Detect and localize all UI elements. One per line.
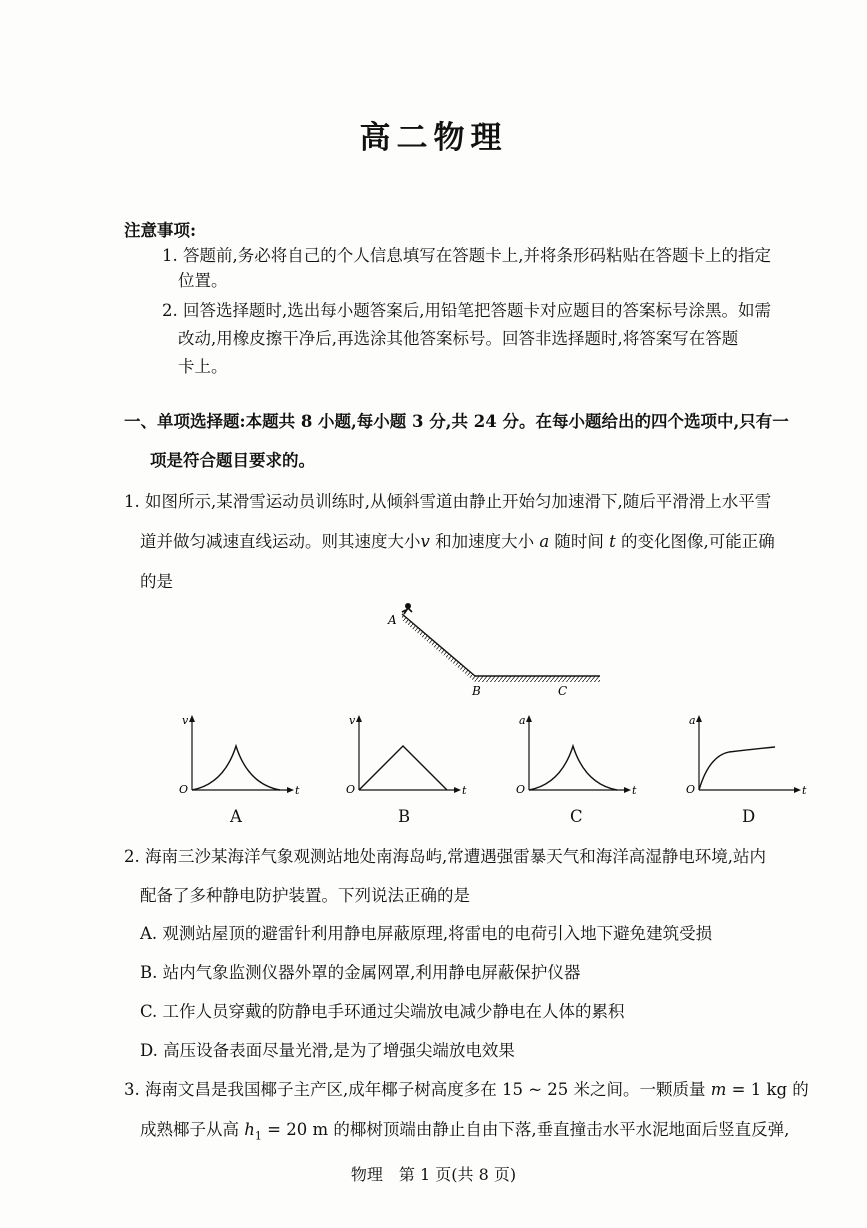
graph-d-curve xyxy=(699,747,775,790)
graph-b xyxy=(345,712,470,797)
graph-d-y-label: a xyxy=(689,714,696,727)
graph-b-x-label: t xyxy=(462,784,467,797)
question-1-line-3: 的是 xyxy=(140,572,173,591)
section-1-heading-line-2: 项是符合题目要求的。 xyxy=(150,451,315,470)
question-3-line-2: 成熟椰子从高 $h_1 = 20$ m 的椰树顶端由静止自由下落,垂直撞击水平水泥地面后竖直反弹, xyxy=(140,1120,790,1143)
graph-a-label: A xyxy=(230,807,242,826)
page-title: 高二物理 xyxy=(359,120,508,156)
notice-item-2-line-2: 改动,用橡皮擦干净后,再选涂其他答案标号。回答非选择题时,将答案写在答题 xyxy=(178,329,739,348)
notice-item-1-line-1: 1. 答题前,务必将自己的个人信息填写在答题卡上,并将条形码粘贴在答题卡上的指定 xyxy=(162,246,771,265)
graph-a-origin: O xyxy=(179,783,189,796)
graph-c-y-label: a xyxy=(519,714,526,727)
point-a-label: A xyxy=(388,613,397,627)
graph-c-curve xyxy=(529,746,617,790)
graph-d-origin: O xyxy=(686,783,696,796)
graph-c xyxy=(515,712,640,797)
question-1-line-2: 道并做匀减速直线运动。则其速度大小v 和加速度大小 a 随时间 t 的变化图像,可能正确 xyxy=(140,532,775,551)
graph-b-y-label: v xyxy=(349,714,356,727)
ground-hatching xyxy=(475,676,600,682)
graph-b-curve xyxy=(359,746,447,790)
graph-b-origin: O xyxy=(346,783,356,796)
ski-slope-diagram xyxy=(380,600,620,700)
slope-line xyxy=(402,614,475,676)
graph-c-x-label: t xyxy=(632,784,637,797)
question-2-line-2: 配备了多种静电防护装置。下列说法正确的是 xyxy=(140,886,470,905)
graph-c-origin: O xyxy=(516,783,526,796)
graph-a-y-label: v xyxy=(182,714,189,727)
graph-a-x-label: t xyxy=(295,784,300,797)
point-c-label: C xyxy=(558,684,568,698)
question-1-line-1: 1. 如图所示,某滑雪运动员训练时,从倾斜雪道由静止开始匀加速滑下,随后平滑滑上水平雪 xyxy=(124,492,772,511)
graph-a xyxy=(178,712,303,797)
graph-d-label: D xyxy=(742,807,756,826)
graph-c-label: C xyxy=(570,807,583,826)
notice-item-2-line-1: 2. 回答选择题时,选出每小题答案后,用铅笔把答题卡对应题目的答案标号涂黑。如需 xyxy=(162,301,771,320)
question-3-line-1: 3. 海南文昌是我国椰子主产区,成年椰子树高度多在 15 ~ 25 米之间。一颗质量 m = 1 kg 的 xyxy=(124,1080,809,1099)
graph-d xyxy=(685,712,810,797)
skier-icon xyxy=(402,603,412,614)
graph-b-label: B xyxy=(398,807,411,826)
notice-heading: 注意事项: xyxy=(124,221,197,240)
page-footer: 物理 第 1 页(共 8 页) xyxy=(350,1165,517,1184)
question-2-line-1: 2. 海南三沙某海洋气象观测站地处南海岛屿,常遭遇强雷暴天气和海洋高湿静电环境,站内 xyxy=(124,847,766,866)
notice-item-2-line-3: 卡上。 xyxy=(178,357,228,376)
graph-d-x-label: t xyxy=(802,784,807,797)
question-2-option-b: B. 站内气象监测仪器外罩的金属网罩,利用静电屏蔽保护仪器 xyxy=(140,963,581,982)
section-1-heading: 一、单项选择题:本题共 8 小题,每小题 3 分,共 24 分。在每小题给出的四个选项中,只有一 xyxy=(124,412,789,431)
question-2-option-a: A. 观测站屋顶的避雷针利用静电屏蔽原理,将雷电的电荷引入地下避免建筑受损 xyxy=(140,924,713,943)
graph-a-curve xyxy=(192,746,280,790)
notice-item-1-line-2: 位置。 xyxy=(178,271,228,290)
question-2-option-c: C. 工作人员穿戴的防静电手环通过尖端放电减少静电在人体的累积 xyxy=(140,1002,625,1021)
point-b-label: B xyxy=(472,684,481,698)
question-2-option-d: D. 高压设备表面尽量光滑,是为了增强尖端放电效果 xyxy=(140,1041,515,1060)
